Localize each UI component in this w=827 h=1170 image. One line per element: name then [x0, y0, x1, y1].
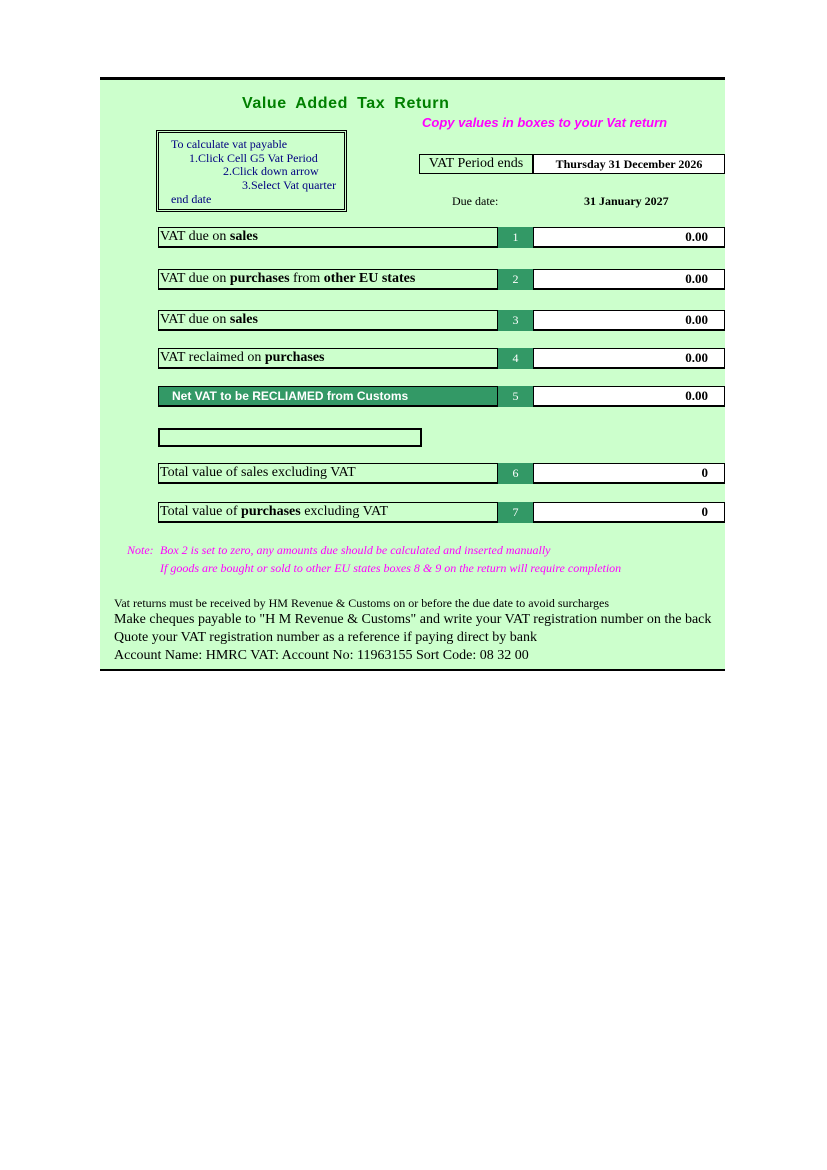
instruction-line-5: end date	[171, 192, 212, 206]
due-date-label: Due date:	[452, 194, 499, 208]
box1-label	[158, 227, 498, 248]
box3-label-text: VAT due on	[160, 312, 230, 327]
box2-label-from: from	[289, 271, 324, 286]
footer-line-3: Quote your VAT registration number as a reference if paying direct by bank	[114, 630, 537, 645]
note-line-1: Box 2 is set to zero, any amounts due should be calculated and inserted manually	[160, 543, 551, 557]
box2-label	[158, 269, 498, 290]
box1-value[interactable]: 0.00	[533, 227, 725, 248]
box2-label-text: VAT due on	[160, 271, 230, 286]
box4-label-bold: purchases	[264, 350, 325, 365]
box2-label-bold-eu: other EU states	[323, 271, 416, 286]
box2-label-bold-purchases: purchases	[229, 271, 290, 286]
note-prefix: Note:	[127, 543, 154, 557]
box7-label-text: Total value of	[160, 504, 242, 519]
box3-value[interactable]: 0.00	[533, 310, 725, 331]
box6-value[interactable]: 0	[533, 463, 725, 484]
box6-number: 6	[498, 463, 533, 484]
vat-period-label: VAT Period ends	[419, 154, 533, 174]
empty-input-box[interactable]	[158, 428, 422, 447]
instructions-box	[156, 130, 347, 212]
instruction-line-4: 3.Select Vat quarter	[242, 178, 337, 192]
box3-number: 3	[498, 310, 533, 331]
instruction-line-3: 2.Click down arrow	[223, 164, 319, 178]
box4-label-text: VAT reclaimed on	[160, 350, 265, 365]
footer-line-2: Make cheques payable to "H M Revenue & Customs" and write your VAT registration number on the back	[114, 612, 712, 627]
note-line-2: If goods are bought or sold to other EU states boxes 8 & 9 on the return will require completion	[160, 561, 622, 575]
copy-instruction: Copy values in boxes to your Vat return	[422, 115, 668, 130]
box4-number: 4	[498, 348, 533, 369]
box7-number: 7	[498, 502, 533, 523]
box5-value[interactable]: 0.00	[533, 386, 725, 407]
box3-label-bold: sales	[229, 312, 258, 327]
box7-label-bold: purchases	[241, 504, 301, 519]
box5-label: Net VAT to be RECLIAMED from Customs	[158, 386, 498, 407]
instruction-line-1: To calculate vat payable	[171, 137, 288, 151]
footer-line-1: Vat returns must be received by HM Revenue & Customs on or before the due date to avoid surcharges	[114, 596, 609, 610]
page-title: Value Added Tax Return	[242, 95, 450, 112]
box4-value[interactable]: 0.00	[533, 348, 725, 369]
due-date-value: 31 January 2027	[584, 194, 669, 208]
box1-number: 1	[498, 227, 533, 248]
instruction-line-2: 1.Click Cell G5 Vat Period	[189, 151, 318, 165]
box2-value[interactable]: 0.00	[533, 269, 725, 290]
box7-label-tail: excluding VAT	[300, 504, 389, 519]
box3-label	[158, 310, 498, 331]
box1-label-text: VAT due on	[160, 229, 230, 244]
box1-label-bold: sales	[229, 229, 258, 244]
footer-line-4: Account Name: HMRC VAT: Account No: 11963155 Sort Code: 08 32 00	[114, 648, 529, 663]
box7-value[interactable]: 0	[533, 502, 725, 523]
vat-return-sheet	[100, 77, 725, 671]
box5-number: 5	[498, 386, 533, 407]
box2-number: 2	[498, 269, 533, 290]
box4-label	[158, 348, 498, 369]
vat-period-select[interactable]: Thursday 31 December 2026	[533, 154, 725, 174]
box7-label	[158, 502, 498, 523]
box6-label: Total value of sales excluding VAT	[158, 463, 498, 484]
